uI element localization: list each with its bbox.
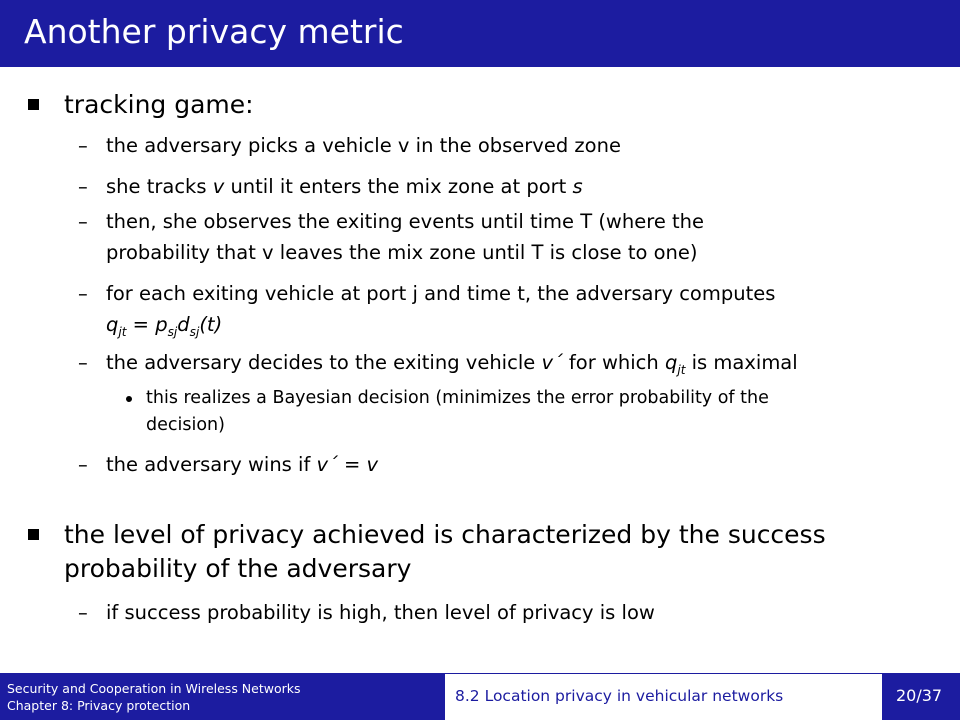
port-symbol: s — [572, 175, 583, 198]
bullet-level-of-privacy — [64, 518, 826, 586]
slide-title: Another privacy metric — [24, 12, 404, 51]
footer-chapter: Chapter 8: Privacy protection — [7, 698, 191, 713]
dash-marker: – — [78, 134, 88, 157]
win-condition: v´ = v — [316, 453, 379, 476]
sub-item-text: is maximal — [685, 351, 798, 374]
dash-marker: – — [78, 453, 88, 476]
sub-item-picks-vehicle — [78, 130, 936, 161]
vehicle-symbol: v — [212, 175, 225, 198]
footer-course — [7, 680, 301, 714]
square-bullet-icon — [28, 529, 39, 540]
sub-item-text: the adversary decides to the exiting vehicle — [106, 351, 542, 374]
formula-q: q — [106, 313, 119, 336]
square-bullet-icon — [28, 99, 39, 110]
dash-marker: – — [78, 175, 88, 198]
sub-item-text: until it enters the mix zone at port — [224, 175, 573, 198]
bullet-tracking-game — [64, 88, 254, 122]
dash-marker: – — [78, 351, 88, 374]
footer-book-title: Security and Cooperation in Wireless Networks — [7, 681, 301, 696]
dash-marker: – — [78, 210, 88, 233]
formula-d-subscript: sj — [189, 325, 200, 339]
sub-item-text: the adversary picks a vehicle v in the observed zone — [106, 134, 621, 157]
sub-item-decides — [78, 347, 936, 378]
subsub-item-bayesian — [146, 385, 916, 439]
bullet-line: the level of privacy achieved is characterized by the success — [64, 520, 826, 549]
q-subscript: jt — [677, 363, 686, 377]
sub-item-line: then, she observes the exiting events until time T (where the — [106, 210, 705, 233]
q-symbol: q — [664, 351, 678, 374]
footer-section-title: 8.2 Location privacy in vehicular networks — [455, 687, 784, 705]
page-number: 20/37 — [896, 686, 943, 705]
sub-item-wins — [78, 449, 936, 480]
vehicle-prime-symbol: v´ — [541, 351, 563, 374]
sub-item-text: she tracks — [106, 175, 213, 198]
round-bullet-icon — [126, 396, 132, 402]
formula-t: (t) — [199, 313, 223, 336]
formula — [106, 309, 936, 340]
sub-item-line: for each exiting vehicle at port j and time t, the adversary computes — [106, 282, 776, 305]
subsub-item-line: this realizes a Bayesian decision (minimizes the error probability of the — [146, 388, 769, 408]
sub-item-computes — [78, 278, 936, 340]
bullet-text: tracking game: — [64, 90, 254, 119]
dash-marker: – — [78, 282, 88, 305]
subsub-item-line: decision) — [146, 415, 225, 435]
dash-marker: – — [78, 601, 88, 624]
formula-p-subscript: sj — [167, 325, 178, 339]
sub-item-text: if success probability is high, then level of privacy is low — [106, 601, 655, 624]
sub-item-line: probability that v leaves the mix zone until T is close to one) — [106, 241, 698, 264]
sub-item-text: for which — [562, 351, 665, 374]
formula-d: d — [177, 313, 190, 336]
sub-item-success-probability — [78, 597, 936, 628]
sub-item-observes-exits — [78, 206, 936, 268]
sub-item-text: the adversary wins if — [106, 453, 317, 476]
sub-item-tracks-vehicle — [78, 171, 936, 202]
formula-q-subscript: jt — [118, 325, 127, 339]
formula-equals-p: = p — [126, 313, 168, 336]
bullet-line: probability of the adversary — [64, 554, 412, 583]
